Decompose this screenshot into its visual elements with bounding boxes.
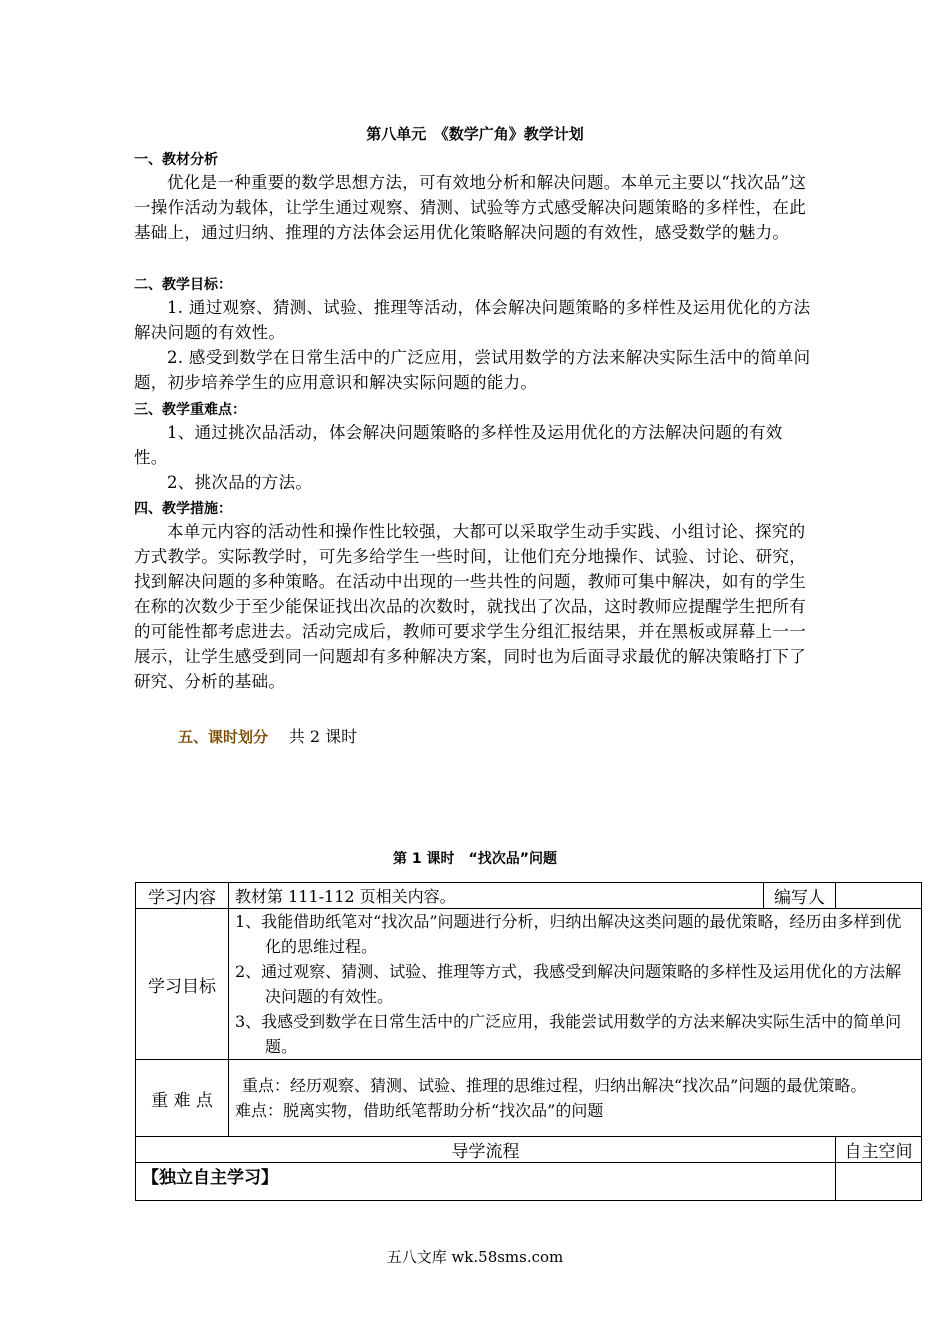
lesson-plan-table <box>135 882 922 1201</box>
section-key-difficulties <box>134 400 814 495</box>
key-point: 重点：经历观察、猜测、试验、推理的思维过程，归纳出解决“找次品”问题的最优策略。 <box>242 1076 867 1095</box>
flow-header: 导学流程 <box>136 1137 836 1163</box>
section-teaching-measures <box>134 499 814 694</box>
section-heading: 二、教学目标： <box>134 277 232 293</box>
content-value: 教材第 111-112 页相关内容。 <box>229 883 764 909</box>
space-cell <box>836 1163 922 1201</box>
key-difficult-cell <box>229 1060 922 1137</box>
section-paragraph: 本单元内容的活动性和操作性比较强，大都可以采取学生动手实践、小组讨论、探究的方式教学。实际教学时，可先多给学生一些时间，让他们充分地操作、试验、讨论、研究，找到解决问题的多种策略。在活动中出现的一些共性的问题，教师可集中解决，如有的学生在称的次数少于至少能保证找出次品的次数时，就找出了次品，这时教师应提醒学生把所有的可能性都考虑进去。活动完成后，教师可要求学生分组汇报结果，并在黑板或屏幕上一一展示，让学生感受到同一问题却有多种解决方案，同时也为后面寻求最优的解决策略打下了研究、分析的基础。 <box>134 522 806 691</box>
goals-label: 学习目标 <box>136 909 229 1060</box>
key-item: 2、挑次品的方法。 <box>167 473 313 492</box>
class-hours-value: 共 2 课时 <box>288 727 358 746</box>
section-class-hours <box>178 724 357 747</box>
section-heading: 一、教材分析 <box>134 152 218 168</box>
space-header: 自主空间 <box>836 1137 922 1163</box>
table-row <box>136 1137 922 1163</box>
lesson-title: 第 1 课时 “找次品”问题 <box>393 851 557 867</box>
table-row <box>136 883 922 909</box>
section-teaching-goals <box>134 275 814 395</box>
section-material-analysis <box>134 150 814 245</box>
section-heading: 四、教学措施： <box>134 501 232 517</box>
table-row <box>136 1163 922 1201</box>
section-paragraph: 优化是一种重要的数学思想方法，可有效地分析和解决问题。本单元主要以“找次品”这一操作活动为载体，让学生通过观察、猜测、试验等方式感受解决问题策略的多样性，在此基础上，通过归纳、推理的方法体会运用优化策略解决问题的有效性，感受数学的魅力。 <box>134 173 807 242</box>
section-heading: 三、教学重难点： <box>134 402 246 418</box>
independent-study: 【独立自主学习】 <box>136 1163 836 1201</box>
key-item: 1、通过挑次品活动，体会解决问题策略的多样性及运用优化的方法解决问题的有效性。 <box>134 423 783 467</box>
document-title: 第八单元 《数学广角》教学计划 <box>366 125 584 143</box>
goal-item: 2. 感受到数学在日常生活中的广泛应用，尝试用数学的方法来解决实际生活中的简单问题，初步培养学生的应用意识和解决实际问题的能力。 <box>134 348 811 392</box>
author-value <box>836 883 922 909</box>
difficult-point: 难点：脱离实物，借助纸笔帮助分析“找次品”的问题 <box>235 1101 604 1120</box>
section-heading: 五、课时划分 <box>178 728 269 746</box>
content-label: 学习内容 <box>136 883 229 909</box>
key-difficult-label: 重 难 点 <box>136 1060 229 1137</box>
footer-watermark: 五八文库 wk.58sms.com <box>386 1248 564 1266</box>
goal-item: 3、我感受到数学在日常生活中的广泛应用，我能尝试用数学的方法来解决实际生活中的简单问题。 <box>235 1012 902 1056</box>
goal-item: 2、通过观察、猜测、试验、推理等方式，我感受到解决问题策略的多样性及运用优化的方法解决问题的有效性。 <box>235 962 902 1006</box>
table-row <box>136 909 922 1060</box>
table-row <box>136 1060 922 1137</box>
goals-cell <box>229 909 922 1060</box>
author-label: 编写人 <box>764 883 836 909</box>
goal-item: 1、我能借助纸笔对“找次品”问题进行分析，归纳出解决这类问题的最优策略，经历由多样到优化的思维过程。 <box>235 912 902 956</box>
goal-item: 1. 通过观察、猜测、试验、推理等活动，体会解决问题策略的多样性及运用优化的方法解决问题的有效性。 <box>134 298 811 342</box>
